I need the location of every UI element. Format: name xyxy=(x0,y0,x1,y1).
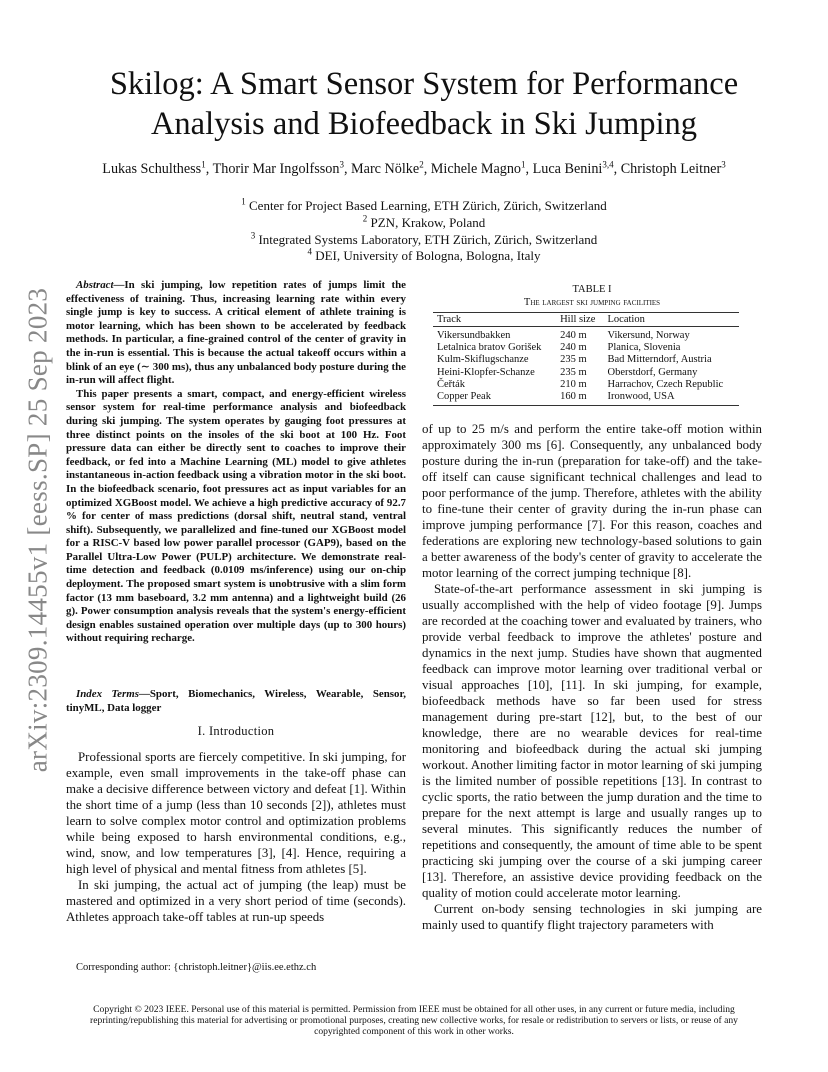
affiliation: $^3$ Integrated Systems Laboratory, ETH Zürich, Zürich, Switzerland xyxy=(250,230,598,247)
table-cell: Oberstdorf, Germany xyxy=(607,366,698,378)
abstract xyxy=(66,279,406,646)
body-paragraph: Current on-body sensing technologies in ski jumping are mainly used to quantify flight trajectory parameters with xyxy=(422,902,762,932)
arxiv-identifier: arXiv:2309.14455v1 [eess.SP] 25 Sep 2023 xyxy=(22,287,53,773)
affiliation: $^2$ PZN, Krakow, Poland xyxy=(362,213,486,230)
column-header: Hill size xyxy=(556,313,603,327)
table-cell: Kulm-Skiflugschanze xyxy=(437,354,529,366)
table-cell: Planica, Slovenia xyxy=(607,342,681,354)
affiliation: $^1$ Center for Project Based Learning, ETH Zürich, Zürich, Switzerland xyxy=(241,196,607,213)
table-caption xyxy=(422,283,762,309)
corresponding-author-footnote: Corresponding author: {christoph.leitner}@iis.ee.ethz.ch xyxy=(76,962,317,973)
body-paragraph: Professional sports are fiercely competitive. In ski jumping, for example, even small improvements in the take-off phase can make a decisive difference between victory and defeat [1]. Within the short time of a jump (less than 10 seconds [2]), athletes must learn to solve complex motor control and optimization problems while being exposed to harsh environmental conditions, e.g., wind, snow, and low temperatures [3], [4]. Hence, requiring a high level of physical and mental fitness from athletes [5]. xyxy=(66,750,406,876)
table-cell: 160 m xyxy=(556,391,603,406)
table-cell: 235 m xyxy=(560,354,587,366)
table-title: The largest ski jumping facilities xyxy=(523,297,661,308)
table-cell: Ironwood, USA xyxy=(604,391,739,406)
abstract-paragraph: This paper presents a smart, compact, and energy-efficient wireless sensor system for real-time performance analysis and biofeedback during ski jumping. The system operates by gauging foot pressures at three distinct points on the insoles of the ski boot at 100 Hz. Foot pressure data can either be directly sent to coaches to improve their feedback, or fed into a Machine Learning (ML) model to give athletes instantaneous in-action feedback using a vibration motor in the ski boot. In the biofeedback scenario, foot pressures act as input variables for an optimized XGBoost model. We achieve a high predictive accuracy of 92.7 % for center of mass predictions (dorsal shift, neutral stand, ventral shift). Subsequently, we parallelized and fine-tuned our XGBoost model for a RISC-V based low power parallel processor (GAP9), based on the Parallel Ultra-Low Power (PULP) architecture. We demonstrate real-time detection and feedback (0.0109 ms/inference) using our on-chip deployment. The proposed smart system is unobtrusive with a slim form factor (13 mm baseboard, 3.2 mm antenna) and a lightweight build (26 g). Power consumption analysis reveals that the system's energy-efficient design enables sustained operation over multiple days (up to 300 hours) without requiring recharge. xyxy=(66,387,406,645)
table-number: TABLE I xyxy=(572,284,612,295)
body-paragraph: In ski jumping, the actual act of jumping (the leap) must be mastered and optimized in a very short period of time (seconds). Athletes approach take-off tables at run-up speeds xyxy=(66,878,406,924)
table-header-row xyxy=(433,313,739,327)
author: Luca Benini$^{3,4}$ xyxy=(532,159,614,177)
author: Michele Magno$^1$ xyxy=(430,159,526,177)
table-cell: Heini-Klopfer-Schanze xyxy=(437,366,535,378)
table-cell: Letalnica bratov Gorišek xyxy=(437,342,542,354)
facilities-table xyxy=(433,312,739,406)
author: Thorir Mar Ingolfsson$^3$ xyxy=(212,159,344,177)
affiliations xyxy=(60,198,788,265)
table-row xyxy=(433,354,739,366)
author-list: Lukas Schulthess$^1$, Thorir Mar Ingolfsson$^3$, Marc Nölke$^2$, Michele Magno$^1$, Luca Benini$^{3,4}$, Christoph Leitner$^3$ xyxy=(102,159,726,177)
table-row xyxy=(433,327,739,343)
table-cell: Vikersundbakken xyxy=(437,330,511,341)
index-terms: Index Terms—Sport, Biomechanics, Wireless, Wearable, Sensor, tinyML, Data logger xyxy=(66,688,406,714)
abstract-paragraph: Abstract—In ski jumping, low repetition rates of jumps limit the effectiveness of training. Thus, increasing learning rate within every single jump is key to success. A critical element of athlete training is motor learning, which has been shown to be accelerated by feedback methods. In particular, a fine-grained control of the center of gravity in the in-run is essential. This is because the actual takeoff occurs within a blink of an eye (∼ 300 ms), thus any unbalanced body posture during the in-run will affect flight. xyxy=(66,279,406,387)
copyright-notice: Copyright © 2023 IEEE. Personal use of this material is permitted. Permission from IEEE must be obtained for all other uses, in any current or future media, including reprinting/republishing this material for advertising or promotional purposes, creating new collective works, for resale or redistribution to servers or lists, or reuse of any copyrighted component of this work in other works. xyxy=(90,1004,738,1038)
section-heading: I. Introduction xyxy=(197,724,275,738)
table-row xyxy=(433,367,739,379)
table-cell: Harrachov, Czech Republic xyxy=(607,378,724,390)
author: Lukas Schulthess$^1$ xyxy=(102,159,206,177)
table-cell: Vikersund, Norway xyxy=(607,330,690,341)
column-header: Location xyxy=(604,313,739,327)
table-row xyxy=(433,391,739,406)
paper-title: Skilog: A Smart Sensor System for Performance Analysis and Biofeedback in Ski Jumping xyxy=(109,66,739,142)
affiliation: $^4$ DEI, University of Bologna, Bologna, Italy xyxy=(307,247,541,264)
table-cell: 235 m xyxy=(560,366,587,378)
right-column-text xyxy=(422,421,762,933)
table-cell: Čeřták xyxy=(437,378,465,390)
table-cell: 240 m xyxy=(560,330,587,341)
author: Marc Nölke$^2$ xyxy=(351,159,424,177)
body-paragraph: of up to 25 m/s and perform the entire take-off motion within approximately 300 ms [6]. Consequently, any unbalanced body posture during the in-run (preparation for take-off) and the take-off itself can cause significant technical challenges and lead to poor performance of the jump. Therefore, athletes with the ability to fine-tune their center of gravity during the in-run phase can improve jumping performance [7]. For this reason, coaches and federations are exploring new technology-based solutions to gain a better awareness of the body's center of gravity to accelerate the motor learning of the correct jumping technique [8]. xyxy=(422,422,762,580)
column-header: Track xyxy=(433,313,556,327)
table-cell: 210 m xyxy=(560,378,587,390)
table-cell: Copper Peak xyxy=(433,391,556,406)
table-cell: Bad Mitterndorf, Austria xyxy=(607,354,712,366)
author: Christoph Leitner$^3$ xyxy=(620,159,726,177)
table-row xyxy=(433,342,739,354)
table-cell: 240 m xyxy=(560,342,587,354)
introduction-text xyxy=(66,749,406,925)
table-row xyxy=(433,379,739,391)
arxiv-sidebar xyxy=(18,287,58,773)
body-paragraph: State-of-the-art performance assessment in ski jumping is usually accomplished with the help of video footage [9]. Jumps are recorded at the coaching tower and evaluated by trainers, who provide verbal feedback to improve the athletes' posture and dynamics in the next jump. Studies have shown that augmented feedback can improve motor learning over traditional verbal or visual approaches [10], [11]. In ski jumping, for example, biofeedback methods have so far been used for stress management during pre-start [12], but, to the best of our knowledge, there are no wearable devices for real-time monitoring and biofeedback during the actual ski jumping workout. Another limiting factor in motor learning of ski jumping is the limited number of possible repetitions [13]. In contrast to cyclic sports, the ratio between the jump duration and the time to prepare for the next attempt is large and usually ranges up to several minutes. This significantly reduces the number of repetitions and consequently, the amount of time able to be spent practicing ski jumping over the course of a ski jumping career [13]. Therefore, an assistive device providing feedback on the quality of motion could accelerate motor learning. xyxy=(422,582,762,900)
